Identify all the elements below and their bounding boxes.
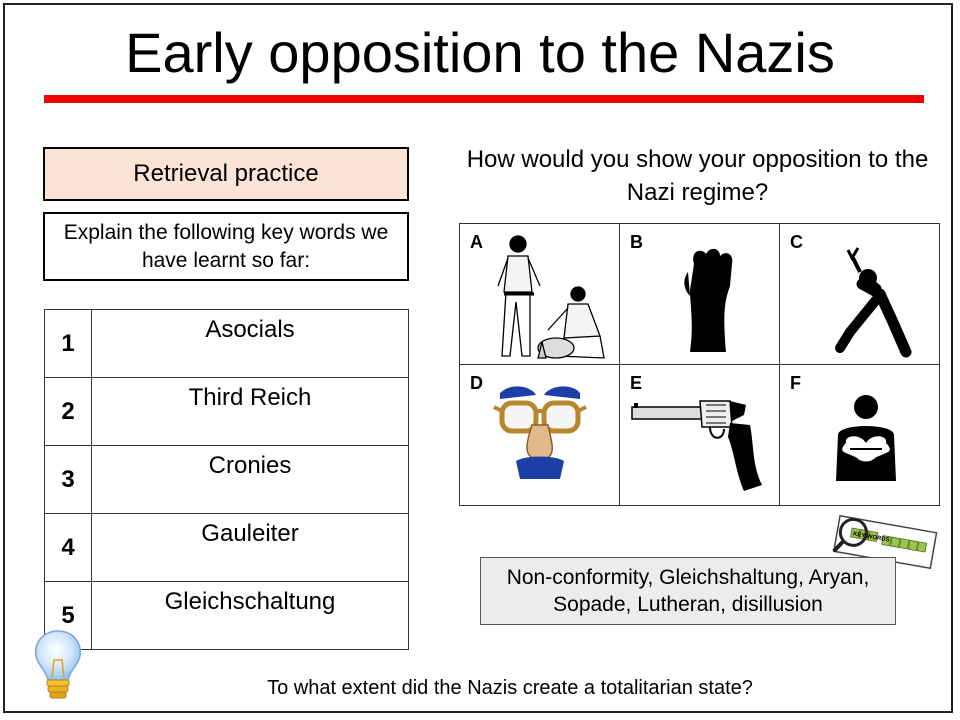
folded-arms-person-icon xyxy=(780,365,939,505)
option-letter: E xyxy=(630,373,643,393)
term-word: Cronies xyxy=(92,446,409,514)
disguise-glasses-icon xyxy=(460,365,619,505)
option-cell-f xyxy=(780,365,940,506)
term-number: 5 xyxy=(45,582,92,650)
term-word: Asocials xyxy=(92,310,409,378)
key-words-list: Non-conformity, Gleichshaltung, Aryan, Sopade, Lutheran, disillusion xyxy=(480,557,896,625)
term-word: Third Reich xyxy=(92,378,409,446)
option-letter: F xyxy=(790,373,801,393)
term-number: 2 xyxy=(45,378,92,446)
term-number: 1 xyxy=(45,310,92,378)
retrieval-instruction: Explain the following key words we have learnt so far: xyxy=(43,212,409,281)
table-row xyxy=(45,514,409,582)
key-words-table xyxy=(44,309,409,650)
big-question: To what extent did the Nazis create a totalitarian state? xyxy=(267,677,753,699)
slide-title: Early opposition to the Nazis xyxy=(125,21,835,84)
option-letter: D xyxy=(470,373,483,393)
key-words-badge-text: KEY WORDS xyxy=(852,531,890,544)
slingshot-figure-icon xyxy=(780,224,939,364)
term-word: Gauleiter xyxy=(92,514,409,582)
vandals-graffiti-icon xyxy=(460,224,619,364)
option-cell-d xyxy=(460,365,620,506)
opposition-options-grid xyxy=(459,223,940,506)
table-row xyxy=(45,378,409,446)
raised-fist-icon xyxy=(620,224,779,364)
revolver-icon xyxy=(620,365,779,505)
option-cell-a xyxy=(460,224,620,365)
title-underline xyxy=(44,95,924,103)
option-letter: C xyxy=(790,232,803,252)
option-letter: A xyxy=(470,232,483,252)
term-number: 3 xyxy=(45,446,92,514)
term-word: Gleichschaltung xyxy=(92,582,409,650)
option-cell-b xyxy=(620,224,780,365)
option-cell-e xyxy=(620,365,780,506)
option-cell-c xyxy=(780,224,940,365)
table-row xyxy=(45,582,409,650)
option-letter: B xyxy=(630,232,643,252)
opposition-question: How would you show your opposition to the Nazi regime? xyxy=(466,146,929,206)
table-row xyxy=(45,446,409,514)
retrieval-practice-heading: Retrieval practice xyxy=(43,147,409,201)
lightbulb-icon xyxy=(30,628,86,704)
term-number: 4 xyxy=(45,514,92,582)
table-row xyxy=(45,310,409,378)
